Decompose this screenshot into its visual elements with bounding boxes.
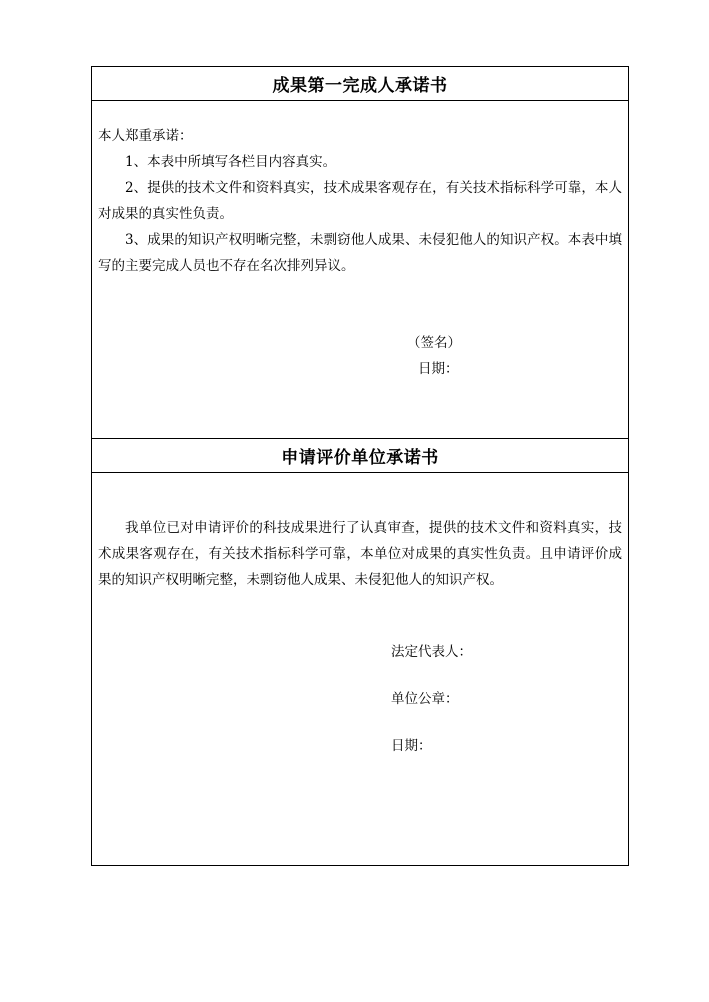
section1-body: [92, 123, 628, 279]
section1-item-2: 2、提供的技术文件和资料真实，技术成果客观存在，有关技术指标科学可靠，本人对成果的真实性负责。: [98, 180, 622, 222]
section1-intro: 本人郑重承诺：: [98, 128, 193, 144]
section1-signature-label: （签名）: [407, 335, 461, 351]
section2-header: [92, 438, 628, 473]
section2-title: 申请评价单位承诺书: [281, 448, 439, 468]
section1-item-1: 1、本表中所填写各栏目内容真实。: [125, 154, 337, 170]
section1-title: 成果第一完成人承诺书: [272, 76, 448, 96]
section2-body: [92, 515, 628, 593]
section2-legal-rep-label: 法定代表人：: [391, 644, 472, 660]
section2-statement: 我单位已对申请评价的科技成果进行了认真审查，提供的技术文件和资料真实，技术成果客观存在，有关技术指标科学可靠，本单位对成果的真实性负责。且申请评价成果的知识产权明晰完整，未剽窃他人成果、未侵犯他人的知识产权。: [98, 520, 622, 588]
section2-date-label: 日期：: [391, 738, 432, 754]
section1-date-label: 日期：: [418, 361, 459, 377]
section2-seal-label: 单位公章：: [391, 691, 459, 707]
commitment-form: [91, 66, 629, 866]
section1-header: [92, 67, 628, 101]
section1-item-3: 3、成果的知识产权明晰完整，未剽窃他人成果、未侵犯他人的知识产权。本表中填写的主要完成人员也不存在名次排列异议。: [98, 232, 622, 274]
